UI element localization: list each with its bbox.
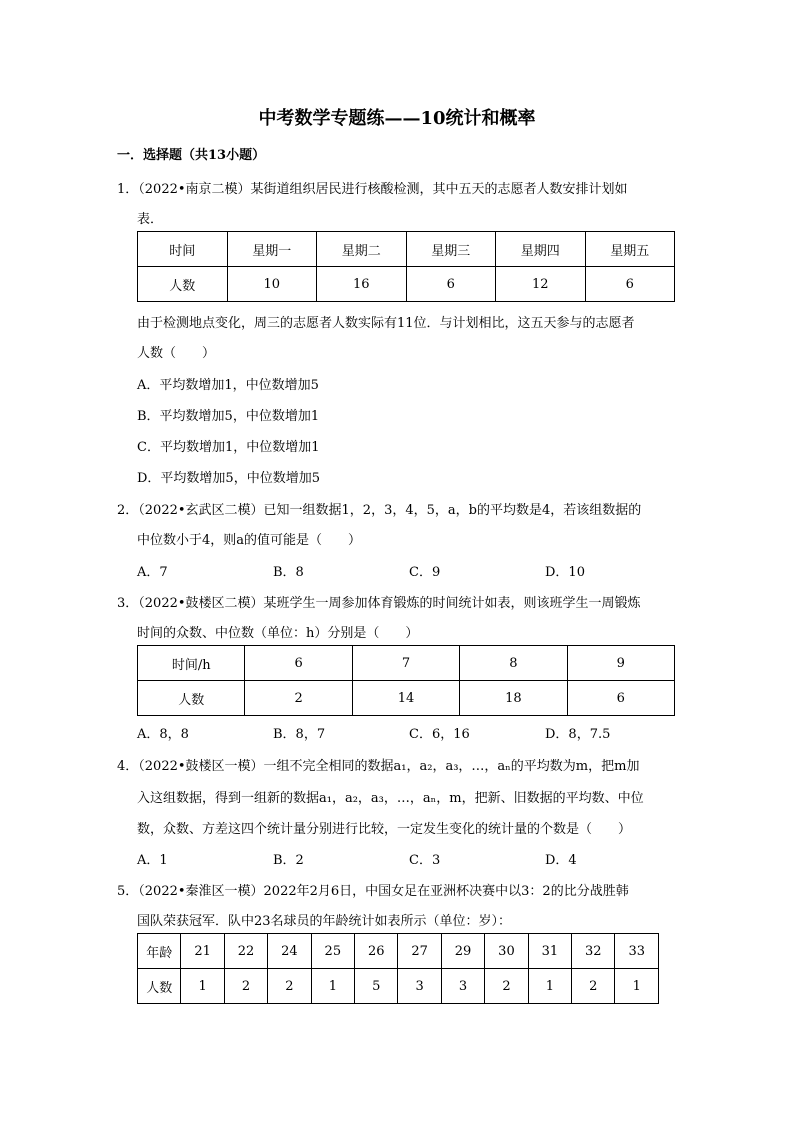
table-cell: 人数 bbox=[138, 267, 228, 302]
question-2-options bbox=[137, 561, 681, 580]
table-row bbox=[138, 646, 675, 681]
option-b: B．8，7 bbox=[273, 727, 326, 742]
table-cell: 星期五 bbox=[585, 232, 675, 267]
table-row bbox=[138, 681, 675, 716]
table-cell: 1 bbox=[528, 969, 571, 1004]
table-cell: 星期四 bbox=[496, 232, 586, 267]
table-cell: 6 bbox=[585, 267, 675, 302]
question-3-options bbox=[137, 723, 681, 742]
question-1-option-a: A．平均数增加1，中位数增加5 bbox=[137, 378, 319, 393]
table-cell: 22 bbox=[224, 934, 267, 969]
question-1-table bbox=[137, 231, 675, 302]
table-cell: 16 bbox=[317, 267, 407, 302]
page-title: 中考数学专题练——10统计和概率 bbox=[258, 108, 536, 129]
question-1-line-1: 1．（2022•南京二模）某街道组织居民进行核酸检测，其中五天的志愿者人数安排计划如 bbox=[117, 182, 628, 197]
question-2-line-1: 2．（2022•玄武区二模）已知一组数据1，2，3，4，5，a，b的平均数是4，若该组数据的 bbox=[117, 503, 642, 518]
table-cell: 2 bbox=[268, 969, 311, 1004]
question-1-line-2: 表． bbox=[137, 212, 164, 227]
table-cell: 29 bbox=[441, 934, 484, 969]
table-cell: 18 bbox=[460, 681, 567, 716]
section-heading: 一．选择题（共13小题） bbox=[117, 148, 266, 163]
table-cell: 2 bbox=[572, 969, 615, 1004]
table-cell: 10 bbox=[227, 267, 317, 302]
question-4-line-1: 4．（2022•鼓楼区一模）一组不完全相同的数据a₁，a₂，a₃，…，aₙ的平均数为m，把m加 bbox=[117, 759, 640, 774]
table-cell: 年龄 bbox=[138, 934, 181, 969]
option-d: D．8，7.5 bbox=[545, 727, 611, 742]
table-cell: 7 bbox=[352, 646, 459, 681]
table-cell: 25 bbox=[311, 934, 354, 969]
question-4-options bbox=[137, 849, 681, 868]
table-cell: 6 bbox=[406, 267, 496, 302]
question-5-table bbox=[137, 933, 659, 1004]
question-1-line-4: 人数（ ） bbox=[137, 346, 216, 361]
option-a: A．7 bbox=[137, 565, 168, 580]
table-cell: 30 bbox=[485, 934, 528, 969]
question-5-line-1: 5．（2022•秦淮区一模）2022年2月6日，中国女足在亚洲杯决赛中以3：2的比分战胜韩 bbox=[117, 884, 629, 899]
option-b: B．2 bbox=[273, 853, 304, 868]
option-a: A．1 bbox=[137, 853, 168, 868]
question-1-option-c: C．平均数增加1，中位数增加1 bbox=[137, 440, 320, 455]
table-cell: 12 bbox=[496, 267, 586, 302]
question-5-line-2: 国队荣获冠军．队中23名球员的年龄统计如表所示（单位：岁）： bbox=[137, 914, 512, 929]
table-cell: 1 bbox=[615, 969, 659, 1004]
table-cell: 人数 bbox=[138, 681, 245, 716]
table-row bbox=[138, 969, 659, 1004]
question-1-line-3: 由于检测地点变化，周三的志愿者人数实际有11位．与计划相比，这五天参与的志愿者 bbox=[137, 316, 635, 331]
table-cell: 1 bbox=[311, 969, 354, 1004]
table-cell: 人数 bbox=[138, 969, 181, 1004]
table-cell: 14 bbox=[352, 681, 459, 716]
table-cell: 9 bbox=[567, 646, 674, 681]
option-c: C．3 bbox=[409, 853, 441, 868]
option-a: A．8，8 bbox=[137, 727, 189, 742]
option-c: C．6，16 bbox=[409, 727, 470, 742]
table-cell: 6 bbox=[245, 646, 352, 681]
table-cell: 2 bbox=[485, 969, 528, 1004]
table-cell: 时间 bbox=[138, 232, 228, 267]
table-row bbox=[138, 267, 675, 302]
table-cell: 21 bbox=[181, 934, 224, 969]
table-cell: 星期三 bbox=[406, 232, 496, 267]
question-2-line-2: 中位数小于4，则a的值可能是（ ） bbox=[137, 533, 362, 548]
table-cell: 24 bbox=[268, 934, 311, 969]
table-cell: 1 bbox=[181, 969, 224, 1004]
table-cell: 2 bbox=[245, 681, 352, 716]
option-c: C．9 bbox=[409, 565, 441, 580]
question-4-line-2: 入这组数据，得到一组新的数据a₁，a₂，a₃，…，aₙ，m，把新、旧数据的平均数、中位 bbox=[137, 791, 644, 806]
table-cell: 5 bbox=[355, 969, 398, 1004]
table-cell: 33 bbox=[615, 934, 659, 969]
table-cell: 2 bbox=[224, 969, 267, 1004]
table-cell: 27 bbox=[398, 934, 441, 969]
table-cell: 时间/h bbox=[138, 646, 245, 681]
table-cell: 星期一 bbox=[227, 232, 317, 267]
table-cell: 32 bbox=[572, 934, 615, 969]
table-cell: 31 bbox=[528, 934, 571, 969]
table-cell: 6 bbox=[567, 681, 674, 716]
table-cell: 星期二 bbox=[317, 232, 407, 267]
table-cell: 3 bbox=[441, 969, 484, 1004]
question-1-option-d: D．平均数增加5，中位数增加5 bbox=[137, 471, 320, 486]
question-1-option-b: B．平均数增加5，中位数增加1 bbox=[137, 409, 320, 424]
table-cell: 26 bbox=[355, 934, 398, 969]
table-cell: 8 bbox=[460, 646, 567, 681]
option-b: B．8 bbox=[273, 565, 304, 580]
table-row bbox=[138, 232, 675, 267]
question-3-line-2: 时间的众数、中位数（单位：h）分别是（ ） bbox=[137, 626, 419, 641]
table-cell: 3 bbox=[398, 969, 441, 1004]
table-row bbox=[138, 934, 659, 969]
question-4-line-3: 数，众数、方差这四个统计量分别进行比较，一定发生变化的统计量的个数是（ ） bbox=[137, 822, 632, 837]
option-d: D．4 bbox=[545, 853, 577, 868]
option-d: D．10 bbox=[545, 565, 585, 580]
question-3-line-1: 3．（2022•鼓楼区二模）某班学生一周参加体育锻炼的时间统计如表，则该班学生一周锻炼 bbox=[117, 596, 641, 611]
question-3-table bbox=[137, 645, 675, 716]
